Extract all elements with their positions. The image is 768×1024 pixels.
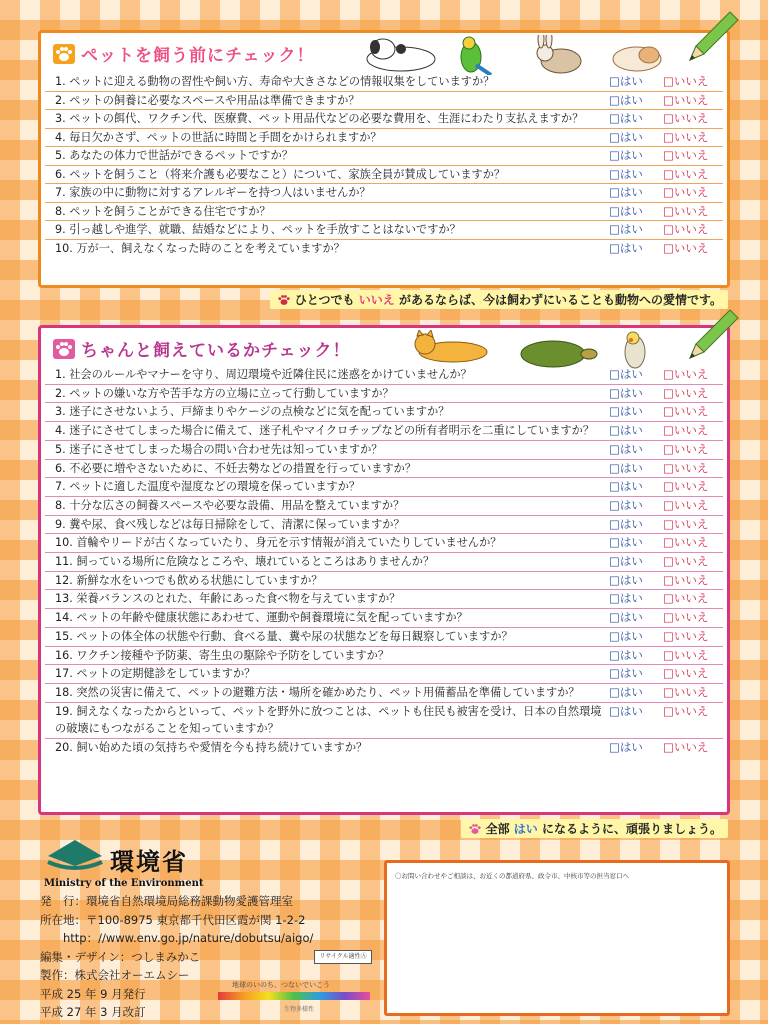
check-item: 9. 糞や尿、食べ残しなどは毎日掃除をして、清潔に保っていますか？ □はい □いいえ xyxy=(45,516,723,535)
contact-box xyxy=(384,860,730,1016)
check-item: 2. ペットの嫌いな方や苦手な方の立場に立って行動していますか？ □はい □いいえ xyxy=(45,385,723,404)
no-checkbox[interactable]: □いいえ xyxy=(663,222,709,236)
check-item: 6. 不必要に増やさないために、不妊去勢などの措置を行っていますか？ □はい □いいえ xyxy=(45,460,723,479)
yes-checkbox[interactable]: □はい xyxy=(609,628,643,643)
check-item: 7. ペットに適した温度や湿度などの環境を保っていますか？ □はい □いいえ xyxy=(45,478,723,497)
no-checkbox[interactable]: □いいえ xyxy=(663,647,709,662)
paw-icon xyxy=(53,339,75,359)
no-checkbox[interactable]: □いいえ xyxy=(663,74,709,88)
cockatiel-icon xyxy=(625,332,645,368)
check-item: 13. 栄養バランスのとれた、年齢にあった食べ物を与えていますか？ □はい □いいえ xyxy=(45,590,723,609)
cat-icon xyxy=(415,330,487,362)
section-note: ひとつでも いいえ があるならば、今は飼わずにいることも動物への愛情です。 xyxy=(270,290,728,309)
yes-checkbox[interactable]: □はい xyxy=(609,423,643,438)
yes-checkbox[interactable]: □はい xyxy=(609,240,643,255)
no-checkbox[interactable]: □いいえ xyxy=(663,111,709,125)
yes-checkbox[interactable]: □はい xyxy=(609,129,643,144)
yes-checkbox[interactable]: □はい xyxy=(609,92,643,107)
ministry-name: 環境省 xyxy=(110,847,188,876)
no-checkbox[interactable]: □いいえ xyxy=(663,92,709,107)
yes-checkbox[interactable]: □はい xyxy=(609,367,643,381)
no-checkbox[interactable]: □いいえ xyxy=(663,404,709,419)
pets-illustration xyxy=(361,35,671,75)
check-item: 19. 飼えなくなったからといって、ペットを野外に放つことは、ペットも住民も被害を受け、日本の自然環境の破壊にもつながることを知っていますか？ □はい □いいえ xyxy=(45,703,723,739)
yes-checkbox[interactable]: □はい xyxy=(609,185,643,199)
current-care-checklist xyxy=(38,325,730,815)
check-item: 7. 家族の中に動物に対するアレルギーを持つ人はいませんか？ □はい □いいえ xyxy=(45,184,723,203)
check-item: 9. 引っ越しや進学、就職、結婚などにより、ペットを手放すことはないですか？ □はい □いいえ xyxy=(45,221,723,240)
no-checkbox[interactable]: □いいえ xyxy=(663,203,709,218)
yes-checkbox[interactable]: □はい xyxy=(609,684,643,699)
yes-checkbox[interactable]: □はい xyxy=(609,703,643,718)
no-checkbox[interactable]: □いいえ xyxy=(663,684,709,699)
parrot-icon xyxy=(461,37,491,75)
no-checkbox[interactable]: □いいえ xyxy=(663,240,709,255)
no-checkbox[interactable]: □いいえ xyxy=(663,185,709,199)
no-checkbox[interactable]: □いいえ xyxy=(663,497,709,512)
check-item: 8. ペットを飼うことができる住宅ですか？ □はい □いいえ xyxy=(45,203,723,222)
no-checkbox[interactable]: □いいえ xyxy=(663,385,709,400)
yes-checkbox[interactable]: □はい xyxy=(609,497,643,512)
yes-checkbox[interactable]: □はい xyxy=(609,535,643,550)
ministry-url[interactable]: http：//www.env.go.jp/nature/dobutsu/aigo/ xyxy=(40,931,314,945)
section-title: ペットを飼う前にチェック！ xyxy=(53,41,315,66)
pencil-icon xyxy=(682,306,742,364)
yes-checkbox[interactable]: □はい xyxy=(609,460,643,475)
rabbit-icon xyxy=(537,35,581,73)
check-item: 3. 迷子にさせないよう、戸締まりやケージの点検などに気を配っていますか？ □はい □いいえ xyxy=(45,403,723,422)
yes-checkbox[interactable]: □はい xyxy=(609,441,643,456)
paw-icon xyxy=(53,44,75,64)
no-checkbox[interactable]: □いいえ xyxy=(663,703,709,718)
check-item: 4. 毎日欠かさず、ペットの世話に時間と手間をかけられますか？ □はい □いいえ xyxy=(45,129,723,148)
check-item: 6. ペットを飼うこと（将来介護も必要なこと）について、家族全員が賛成していますか？ □はい □いいえ xyxy=(45,166,723,185)
contact-text: 〇お問い合わせやご相談は、お近くの都道府県、政令市、中核市等の担当窓口へ xyxy=(395,872,629,880)
biodiversity-label: 生物多様性 xyxy=(284,1006,315,1013)
biodiversity-slogan: 地球のいのち、つないでいこう xyxy=(232,981,330,989)
no-checkbox[interactable]: □いいえ xyxy=(663,516,709,531)
check-item: 18. 突然の災害に備えて、ペットの避難方法・場所を確かめたり、ペット用備蓄品を準備していますか？ □はい □いいえ xyxy=(45,684,723,703)
no-checkbox[interactable]: □いいえ xyxy=(663,740,709,755)
recycle-mark: リサイクル適性Ⓐ xyxy=(314,950,372,964)
check-item: 20. 飼い始めた頃の気持ちや愛情を今も持ち続けていますか？ □はい □いいえ xyxy=(45,739,723,757)
no-checkbox[interactable]: □いいえ xyxy=(663,129,709,144)
hamster-icon xyxy=(613,47,661,71)
checklist-rows xyxy=(45,366,723,757)
rainbow-bar xyxy=(218,992,370,1000)
check-item: 8. 十分な広さの飼養スペースや必要な設備、用品を整えていますか？ □はい □いいえ xyxy=(45,497,723,516)
check-item: 1. ペットに迎える動物の習性や飼い方、寿命や大きさなどの情報収集をしていますか？ □はい □いいえ xyxy=(45,73,723,92)
yes-checkbox[interactable]: □はい xyxy=(609,610,643,625)
check-item: 15. ペットの体全体の状態や行動、食べる量、糞や尿の状態などを毎日観察していますか？ □はい □いいえ xyxy=(45,628,723,647)
check-item: 10. 首輪やリードが古くなっていたり、身元を示す情報が消えていたりしていませんか？ □はい □いいえ xyxy=(45,534,723,553)
yes-checkbox[interactable]: □はい xyxy=(609,554,643,569)
no-checkbox[interactable]: □いいえ xyxy=(663,666,709,681)
check-item: 11. 飼っている場所に危険なところや、壊れているところはありませんか？ □はい □いいえ xyxy=(45,553,723,572)
check-item: 12. 新鮮な水をいつでも飲める状態にしていますか？ □はい □いいえ xyxy=(45,572,723,591)
no-checkbox[interactable]: □いいえ xyxy=(663,166,709,181)
pre-adoption-checklist xyxy=(38,30,730,288)
yes-checkbox[interactable]: □はい xyxy=(609,203,643,218)
section-title: ちゃんと飼えているかチェック！ xyxy=(53,336,351,361)
check-item: 14. ペットの年齢や健康状態にあわせて、運動や飼養環境に気を配っていますか？ □はい □いいえ xyxy=(45,609,723,628)
no-checkbox[interactable]: □いいえ xyxy=(663,367,709,381)
dog-icon xyxy=(367,39,435,71)
yes-checkbox[interactable]: □はい xyxy=(609,148,643,162)
panel-header xyxy=(41,328,727,370)
yes-checkbox[interactable]: □はい xyxy=(609,404,643,419)
yes-checkbox[interactable]: □はい xyxy=(609,385,643,400)
no-checkbox[interactable]: □いいえ xyxy=(663,460,709,475)
check-item: 5. あなたの体力で世話ができるペットですか？ □はい □いいえ xyxy=(45,147,723,166)
turtle-icon xyxy=(521,341,597,367)
no-checkbox[interactable]: □いいえ xyxy=(663,441,709,456)
check-item: 10. 万が一、飼えなくなった時のことを考えていますか？ □はい □いいえ xyxy=(45,240,723,258)
yes-checkbox[interactable]: □はい xyxy=(609,74,643,88)
yes-checkbox[interactable]: □はい xyxy=(609,516,643,531)
no-checkbox[interactable]: □いいえ xyxy=(663,423,709,438)
pets-illustration xyxy=(403,330,665,370)
check-item: 3. ペットの餌代、ワクチン代、医療費、ペット用品代などの必要な費用を、生涯にわたり支払えますか？ □はい □いいえ xyxy=(45,110,723,129)
paw-icon xyxy=(467,822,483,836)
paw-icon xyxy=(276,293,292,307)
no-checkbox[interactable]: □いいえ xyxy=(663,628,709,643)
check-item: 5. 迷子にさせてしまった場合の問い合わせ先は知っていますか？ □はい □いいえ xyxy=(45,441,723,460)
no-checkbox[interactable]: □いいえ xyxy=(663,148,709,162)
no-checkbox[interactable]: □いいえ xyxy=(663,535,709,550)
checklist-rows xyxy=(45,73,723,257)
check-item: 4. 迷子にさせてしまった場合に備えて、迷子札やマイクロチップなどの所有者明示を二重にしていますか？ □はい □いいえ xyxy=(45,422,723,441)
section-note: 全部 はい になるように、頑張りましょう。 xyxy=(461,819,728,838)
yes-checkbox[interactable]: □はい xyxy=(609,479,643,494)
yes-checkbox[interactable]: □はい xyxy=(609,111,643,125)
check-item: 2. ペットの飼養に必要なスペースや用品は準備できますか？ □はい □いいえ xyxy=(45,92,723,111)
check-item: 16. ワクチン接種や予防薬、寄生虫の駆除や予防をしていますか？ □はい □いいえ xyxy=(45,647,723,666)
no-checkbox[interactable]: □いいえ xyxy=(663,610,709,625)
yes-checkbox[interactable]: □はい xyxy=(609,166,643,181)
no-checkbox[interactable]: □いいえ xyxy=(663,479,709,494)
ministry-english-name: Ministry of the Environment xyxy=(44,878,204,889)
no-checkbox[interactable]: □いいえ xyxy=(663,591,709,606)
pencil-icon xyxy=(682,8,742,66)
publisher-info: 発 行：環境省自然環境局総務課動物愛護管理室 所在地：〒100-8975 東京都千代田区霞が関 1-2-2 http：//www.env.go.jp/nature/dobutsu/aigo/ 編集・デザイン：つしまみかこ 製作：株式会社オーエムシー 平成 25 年 9 月発行 平成 27 年 3 月改訂 xyxy=(40,894,314,1019)
yes-checkbox[interactable]: □はい xyxy=(609,666,643,681)
no-checkbox[interactable]: □いいえ xyxy=(663,572,709,587)
yes-checkbox[interactable]: □はい xyxy=(609,591,643,606)
yes-checkbox[interactable]: □はい xyxy=(609,222,643,236)
yes-checkbox[interactable]: □はい xyxy=(609,740,643,755)
check-item: 17. ペットの定期健診をしていますか？ □はい □いいえ xyxy=(45,665,723,684)
ministry-logo-icon xyxy=(44,838,106,876)
check-item: 1. 社会のルールやマナーを守り、周辺環境や近隣住民に迷惑をかけていませんか？ □はい □いいえ xyxy=(45,366,723,385)
no-checkbox[interactable]: □いいえ xyxy=(663,554,709,569)
panel-header xyxy=(41,33,727,75)
yes-checkbox[interactable]: □はい xyxy=(609,572,643,587)
yes-checkbox[interactable]: □はい xyxy=(609,647,643,662)
